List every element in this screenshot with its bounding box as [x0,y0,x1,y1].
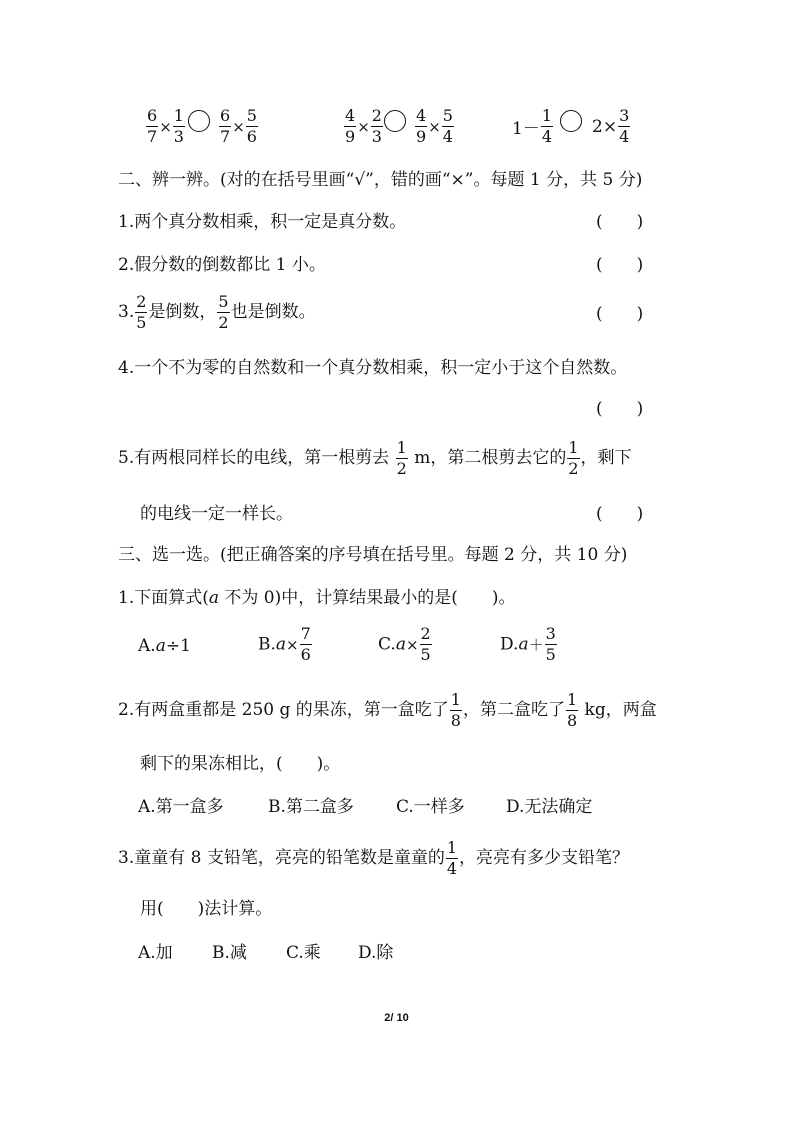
s3-question-1: 1.下面算式(a 不为 0)中，计算结果最小的是( )。 [118,588,516,608]
fraction: $\frac{5}{4}$ [442,106,453,146]
fraction: $\frac{1}{2}$ [396,438,407,478]
fraction: $\frac{4}{9}$ [345,106,356,146]
fraction: $\frac{7}{6}$ [300,624,311,664]
answer-paren[interactable]: ( ) [596,304,644,324]
s3-question-2: 2.有两盒重都是 250 g 的果冻，第一盒吃了 $\frac{1}{8}$ ，第二盒吃了 $\frac{1}{8}$ kg，两盒 [118,690,657,730]
s2-question-5-cont: 的电线一定一样长。 [140,504,293,524]
compare-circle-1[interactable] [188,110,210,132]
s3-q1-option-c[interactable]: C.a× $\frac{2}{5}$ [378,624,431,664]
answer-paren[interactable]: ( ) [596,255,644,275]
comparison-1-right: $\frac{6}{7}$ × $\frac{5}{6}$ [220,106,257,146]
comparison-2-right: $\frac{4}{9}$ × $\frac{5}{4}$ [416,106,453,146]
comparison-1: $\frac{6}{7}$ × $\frac{1}{3}$ [147,106,184,146]
answer-paren[interactable]: ( ) [596,399,644,419]
comparison-3-right: 2× $\frac{3}{4}$ [592,106,630,146]
fraction: $\frac{2}{5}$ [420,624,431,664]
s3-q2-option-d[interactable]: D.无法确定 [506,797,593,817]
s3-q3-option-b[interactable]: B.减 [212,943,247,963]
fraction: $\frac{1}{4}$ [446,838,458,878]
s2-question-3: 3. $\frac{2}{5}$ 是倒数， $\frac{5}{2}$ 也是倒数。 [118,292,316,332]
fraction: $\frac{5}{2}$ [218,292,229,332]
fraction: $\frac{4}{9}$ [416,106,427,146]
s2-question-1: 1.两个真分数相乘，积一定是真分数。 [118,212,407,232]
section2-heading: 二、辨一辨。(对的在括号里画“√”，错的画“×”。每题 1 分，共 5 分) [118,170,643,190]
s3-question-2-cont: 剩下的果冻相比，( )。 [140,754,341,774]
compare-circle-2[interactable] [384,110,406,132]
answer-paren[interactable]: ( ) [596,212,644,232]
answer-paren[interactable]: ( ) [596,504,644,524]
s3-q1-option-b[interactable]: B.a× $\frac{7}{6}$ [258,624,311,664]
comparison-2: $\frac{4}{9}$ × $\frac{2}{3}$ [345,106,382,146]
s2-question-2: 2.假分数的倒数都比 1 小。 [118,255,326,275]
s2-question-5: 5.有两根同样长的电线，第一根剪去 $\frac{1}{2}$ m，第二根剪去它的 $\frac{1}{2}$ ，剩下 [118,438,632,478]
fraction: $\frac{3}{4}$ [619,106,630,146]
s3-q2-option-c[interactable]: C.一样多 [396,797,465,817]
fraction: $\frac{6}{7}$ [220,106,231,146]
fraction: $\frac{1}{8}$ [566,690,578,730]
s3-q1-option-a[interactable]: A.a÷1 [138,636,191,656]
s3-q3-option-c[interactable]: C.乘 [286,943,321,963]
s3-question-3-cont: 用( )法计算。 [140,899,273,919]
s3-q3-option-a[interactable]: A.加 [138,943,173,963]
fraction: $\frac{2}{5}$ [136,292,147,332]
fraction: $\frac{1}{3}$ [173,106,184,146]
s3-q2-option-b[interactable]: B.第二盒多 [268,797,354,817]
comparison-3: 1－ $\frac{1}{4}$ [512,106,553,146]
fraction: $\frac{2}{3}$ [371,106,382,146]
s3-q2-option-a[interactable]: A.第一盒多 [138,797,224,817]
s3-question-3: 3.童童有 8 支铅笔，亮亮的铅笔数是童童的 $\frac{1}{4}$ ，亮亮有多少支铅笔？ [118,838,630,878]
fraction: $\frac{6}{7}$ [147,106,158,146]
fraction: $\frac{5}{6}$ [246,106,257,146]
s3-q1-option-d[interactable]: D.a＋ $\frac{3}{5}$ [500,624,556,664]
fraction: $\frac{1}{4}$ [541,106,553,146]
section3-heading: 三、选一选。(把正确答案的序号填在括号里。每题 2 分，共 10 分) [118,545,628,565]
fraction: $\frac{1}{2}$ [568,438,579,478]
fraction: $\frac{1}{8}$ [450,690,461,730]
page-number: 2/ 10 [384,1012,409,1024]
fraction: $\frac{3}{5}$ [545,624,556,664]
compare-circle-3[interactable] [560,110,582,132]
s2-question-4: 4.一个不为零的自然数和一个真分数相乘，积一定小于这个自然数。 [118,358,628,378]
s3-q3-option-d[interactable]: D.除 [358,943,394,963]
